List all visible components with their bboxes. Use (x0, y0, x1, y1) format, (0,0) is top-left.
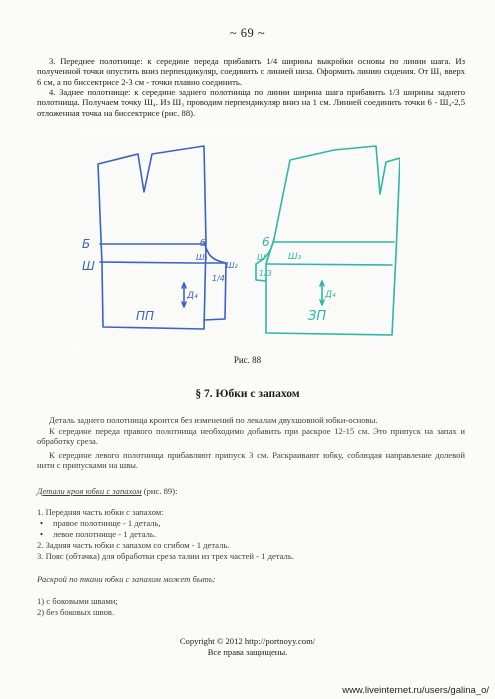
label-sh: Ш (82, 259, 95, 273)
label-third: 1/3 (259, 269, 272, 278)
list-item-1: 1. Передняя часть юбки с запахом: (37, 507, 164, 517)
details-heading: Детали кроя юбки с запахом (37, 486, 142, 496)
option-1: 1) с боковыми швами; (37, 596, 118, 606)
bullet-dot-2: • (40, 529, 44, 539)
label-six-right: 6 (262, 235, 270, 249)
body-paragraph-3: К середине левого полотнища прибавляют припуск 3 см. Раскраивают юбку, соблюдая направление долевой нити с припусками на швы. (37, 450, 465, 471)
label-sh3: Ш₃ (288, 252, 302, 262)
pattern-figure (76, 134, 400, 350)
bullet-item-1: правое полотнище - 1 деталь, (53, 518, 161, 528)
label-sh4: Ш₄ (257, 253, 269, 262)
body-paragraph-1: Деталь заднего полотнища кроится без изменений по лекалам двухшовной юбки-основы. (49, 415, 378, 425)
label-d4-left: Д₄ (187, 291, 198, 301)
back-panel-outline (256, 146, 400, 335)
option-2: 2) без боковых швов. (37, 607, 115, 617)
paragraph-front-panel: 3. Переднее полотнище: к середине переда прибавить 1/4 ширины выкройки основы по линии шага. Из полученной точки опустить вниз перпендикуляр, соединить с линией низа. Оформить линию сидения. От Ш₁ вверх 6 см, а по биссектрисе 2-3 см - точки плавно соединить. (37, 56, 465, 87)
label-quarter: 1/4 (212, 274, 225, 283)
body-paragraph-2: К середине переда правого полотнища необходимо добавить при раскрое 12-15 см. Это припуск на запах и обработку среза. (37, 426, 465, 447)
list-item-3: 3. Пояс (обтачка) для обработки среза талии из трех частей - 1 деталь. (37, 551, 294, 561)
bullet-dot-1: • (40, 518, 44, 528)
label-sh2: Ш₂ (226, 261, 238, 270)
section-title: § 7. Юбки с запахом (195, 388, 300, 400)
label-pp: ПП (136, 309, 155, 323)
copyright-line: Copyright © 2012 http://portnoyy.com/ (179, 636, 316, 646)
page-number: ~ 69 ~ (229, 26, 266, 40)
label-zp: ЗП (308, 309, 327, 324)
paragraph-back-panel: 4. Заднее полотнище: к середине заднего полотнища по линии ширина шага прибавить 1/3 ширины заднего полотнища. Получаем точку Ш₄. Из Ш₃ проводим перпендикуляр вниз на 1 см. Линией соединить точки 6 - Ш₄-2,5 отложенная точка на биссектрисе (рис. 88). (37, 87, 465, 118)
figure-caption: Рис. 88 (233, 355, 262, 365)
label-b: Б (82, 237, 91, 251)
rights-line: Все права защищены. (207, 647, 288, 657)
details-ref: (рис. 89): (141, 486, 178, 496)
pattern-drawing (76, 134, 400, 350)
list-item-2: 2. Задняя часть юбки с запахом со сгибом - 1 деталь. (37, 540, 230, 550)
watermark-url: www.liveinternet.ru/users/galina_o/ (342, 685, 489, 696)
label-six-left: б (200, 239, 206, 249)
label-d4-right: Д₄ (325, 290, 336, 300)
details-heading-line (37, 486, 177, 496)
cut-heading: Раскрой по ткани юбки с запахом может быть: (37, 574, 216, 584)
bullet-item-2: левое полотнище - 1 деталь. (53, 529, 157, 539)
front-panel-outline (98, 146, 226, 329)
label-sh1: Ш₁ (196, 253, 208, 262)
